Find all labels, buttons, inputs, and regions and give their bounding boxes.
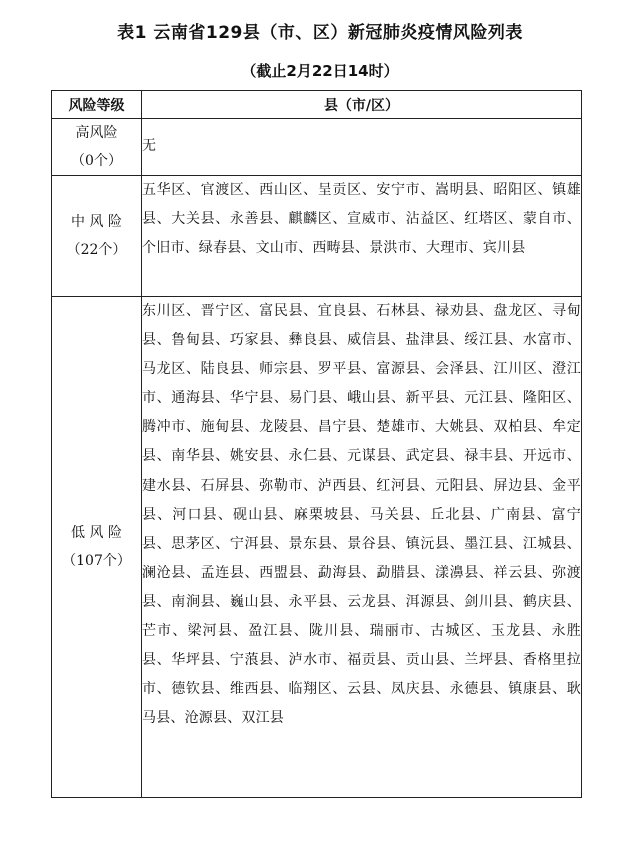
risk-level-count: （0个） (71, 153, 122, 169)
county-list: 无 (142, 119, 582, 176)
county-list: 五华区、官渡区、西山区、呈贡区、安宁市、嵩明县、昭阳区、镇雄县、大关县、永善县、麒麟区、宣威市、沾益区、红塔区、蒙自市、个旧市、绿春县、文山市、西畴县、景洪市、大理市、宾川县 (142, 176, 582, 297)
county-list: 东川区、晋宁区、富民县、宜良县、石林县、禄劝县、盘龙区、寻甸县、鲁甸县、巧家县、彝良县、威信县、盐津县、绥江县、水富市、马龙区、陆良县、师宗县、罗平县、富源县、会泽县、江川区、澄江市、通海县、华宁县、易门县、峨山县、新平县、元江县、隆阳区、腾冲市、施甸县、龙陵县、昌宁县、楚雄市、大姚县、双柏县、牟定县、南华县、姚安县、永仁县、元谋县、武定县、禄丰县、开远市、建水县、石屏县、弥勒市、泸西县、红河县、元阳县、屏边县、金平县、河口县、砚山县、麻栗坡县、马关县、丘北县、广南县、富宁县、思茅区、宁洱县、景东县、景谷县、镇沅县、墨江县、江城县、澜沧县、孟连县、西盟县、勐海县、勐腊县、漾濞县、祥云县、弥渡县、南涧县、巍山县、永平县、云龙县、洱源县、剑川县、鹤庆县、芒市、梁河县、盈江县、陇川县、瑞丽市、古城区、玉龙县、永胜县、华坪县、宁蒗县、泸水市、福贡县、贡山县、兰坪县、香格里拉市、德钦县、维西县、临翔区、云县、凤庆县、永德县、镇康县、耿马县、沧源县、双江县 (142, 297, 582, 798)
risk-level-name: 高风险 (75, 125, 118, 141)
risk-level-count: （22个） (66, 242, 127, 258)
risk-table (51, 90, 582, 798)
risk-level-cell (52, 297, 142, 798)
risk-level-cell (52, 176, 142, 297)
document-subtitle: （截止2月22日14时） (241, 62, 399, 80)
header-risk-level: 风险等级 (52, 91, 142, 119)
risk-level-name: 低 风 险 (71, 525, 122, 541)
table-row-high-risk (52, 119, 582, 176)
document-title: 表1 云南省129县（市、区）新冠肺炎疫情风险列表 (117, 23, 523, 43)
risk-level-name: 中 风 险 (71, 214, 122, 230)
table-row-low-risk (52, 297, 582, 798)
header-counties: 县（市/区） (142, 91, 582, 119)
table-header-row (52, 91, 582, 119)
table-row-medium-risk (52, 176, 582, 297)
risk-level-count: （107个） (62, 553, 131, 569)
risk-level-cell (52, 119, 142, 176)
